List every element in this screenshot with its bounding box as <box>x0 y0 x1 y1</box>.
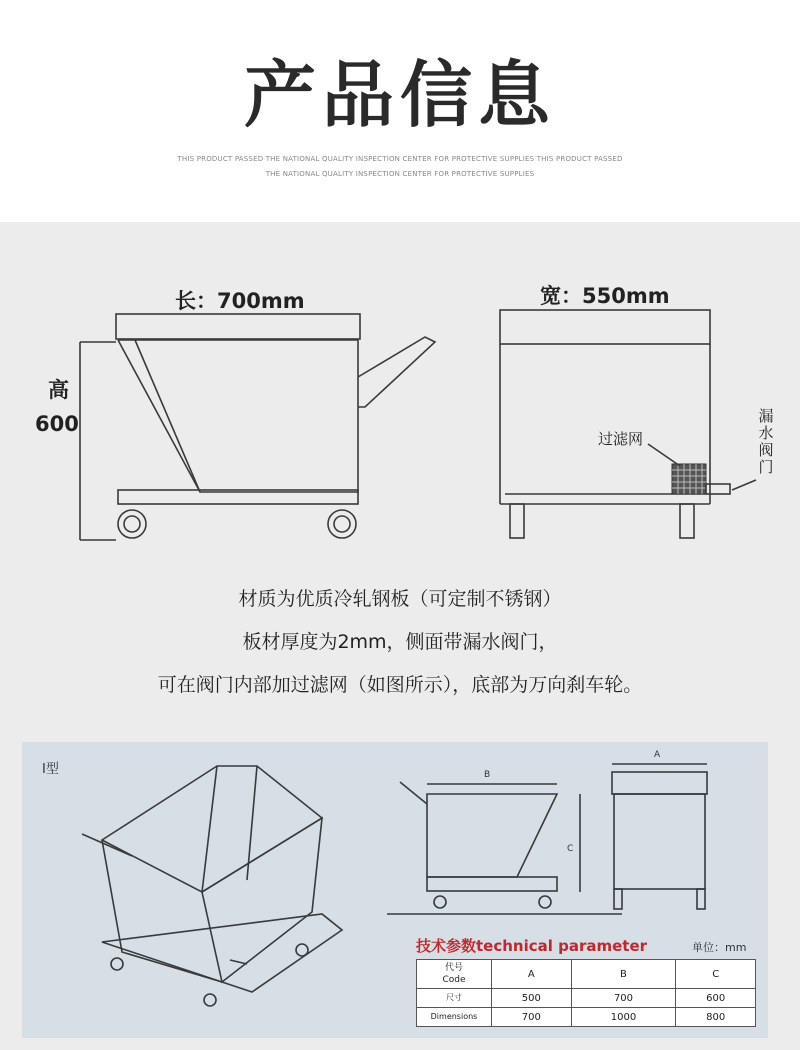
valve-pointer <box>732 480 756 490</box>
table-row <box>417 989 756 1008</box>
code-label-cn: 代号 <box>444 963 463 973</box>
side-lid-outline <box>116 314 360 339</box>
table-cell: 800 <box>676 1008 756 1027</box>
iso-hopper-side <box>102 840 222 982</box>
table-cell: 700 <box>492 1008 572 1027</box>
side-wheel-left <box>118 510 146 538</box>
column-header: C <box>676 960 756 989</box>
valve-label: 漏水阀门 <box>758 407 774 476</box>
side-ortho-wheel-left <box>434 896 446 908</box>
page-title: 产品信息 <box>243 53 556 137</box>
filter-mesh-block <box>672 464 706 494</box>
size-label-en: Dimensions <box>417 1008 492 1027</box>
front-ortho-top <box>612 772 707 794</box>
cart-dimension-drawing <box>0 222 800 562</box>
table-row <box>417 1008 756 1027</box>
side-ortho-handle <box>400 782 427 804</box>
unit-label: 单位：mm <box>692 941 747 954</box>
side-ortho-wheel-right <box>539 896 551 908</box>
length-label: 长：700mm <box>175 289 305 313</box>
width-label: 宽：550mm <box>540 284 670 308</box>
code-header-cell <box>417 960 492 989</box>
description-line-1: 材质为优质冷轧钢板（可定制不锈钢） <box>238 588 562 610</box>
column-header: A <box>492 960 572 989</box>
side-ortho-base <box>427 877 557 891</box>
table-cell: 1000 <box>571 1008 676 1027</box>
iso-hopper-top <box>102 766 322 892</box>
front-leg-right <box>680 504 694 538</box>
description-line-2: 板材厚度为2mm，侧面带漏水阀门， <box>242 631 558 653</box>
front-top-outline <box>500 310 710 344</box>
iso-valve <box>230 960 247 964</box>
side-wheel-right-hub <box>334 516 350 532</box>
header <box>0 0 800 222</box>
tech-title: 技术参数technical parameter <box>416 937 648 955</box>
side-wheel-left-hub <box>124 516 140 532</box>
subtitle-line-1: THIS PRODUCT PASSED THE NATIONAL QUALITY INSPECTION CENTER FOR PROTECTIVE SUPPLIES THIS PRODUCT PASSED <box>177 155 623 163</box>
size-label-cn: 尺寸 <box>417 989 492 1008</box>
side-ortho-body <box>427 794 557 877</box>
column-header: B <box>571 960 676 989</box>
dim-c-letter: C <box>567 844 574 854</box>
iso-wheel-1 <box>111 958 123 970</box>
iso-wheel-2 <box>204 994 216 1006</box>
table-cell: 700 <box>571 989 676 1008</box>
front-ortho-body <box>614 794 705 889</box>
iso-hopper-edge-1 <box>202 766 217 892</box>
tech-panel <box>22 742 768 1038</box>
subtitle-line-2: THE NATIONAL QUALITY INSPECTION CENTER FOR PROTECTIVE SUPPLIES <box>265 170 535 178</box>
iso-wheel-3 <box>296 944 308 956</box>
front-leg-left <box>510 504 524 538</box>
filter-pointer <box>648 444 680 466</box>
side-hopper-outline <box>118 340 358 492</box>
dim-a-letter: A <box>654 750 661 760</box>
iso-hopper-front <box>202 818 322 982</box>
type-label: I型 <box>42 762 59 777</box>
side-handle <box>358 337 435 407</box>
description-line-3: 可在阀门内部加过滤网（如图所示），底部为万向刹车轮。 <box>157 674 643 696</box>
height-label-value: 600 <box>35 412 79 436</box>
table-cell: 500 <box>492 989 572 1008</box>
table-row <box>417 960 756 989</box>
side-hopper-slant <box>135 340 200 492</box>
code-label-en: Code <box>442 975 466 985</box>
filter-label: 过滤网 <box>598 430 644 448</box>
table-cell: 600 <box>676 989 756 1008</box>
front-ortho-leg-right <box>697 889 705 909</box>
front-ortho-leg-left <box>614 889 622 909</box>
tech-param-table <box>416 959 756 1027</box>
dim-b-letter: B <box>484 770 491 780</box>
height-label-char: 高 <box>48 378 69 402</box>
side-wheel-right <box>328 510 356 538</box>
